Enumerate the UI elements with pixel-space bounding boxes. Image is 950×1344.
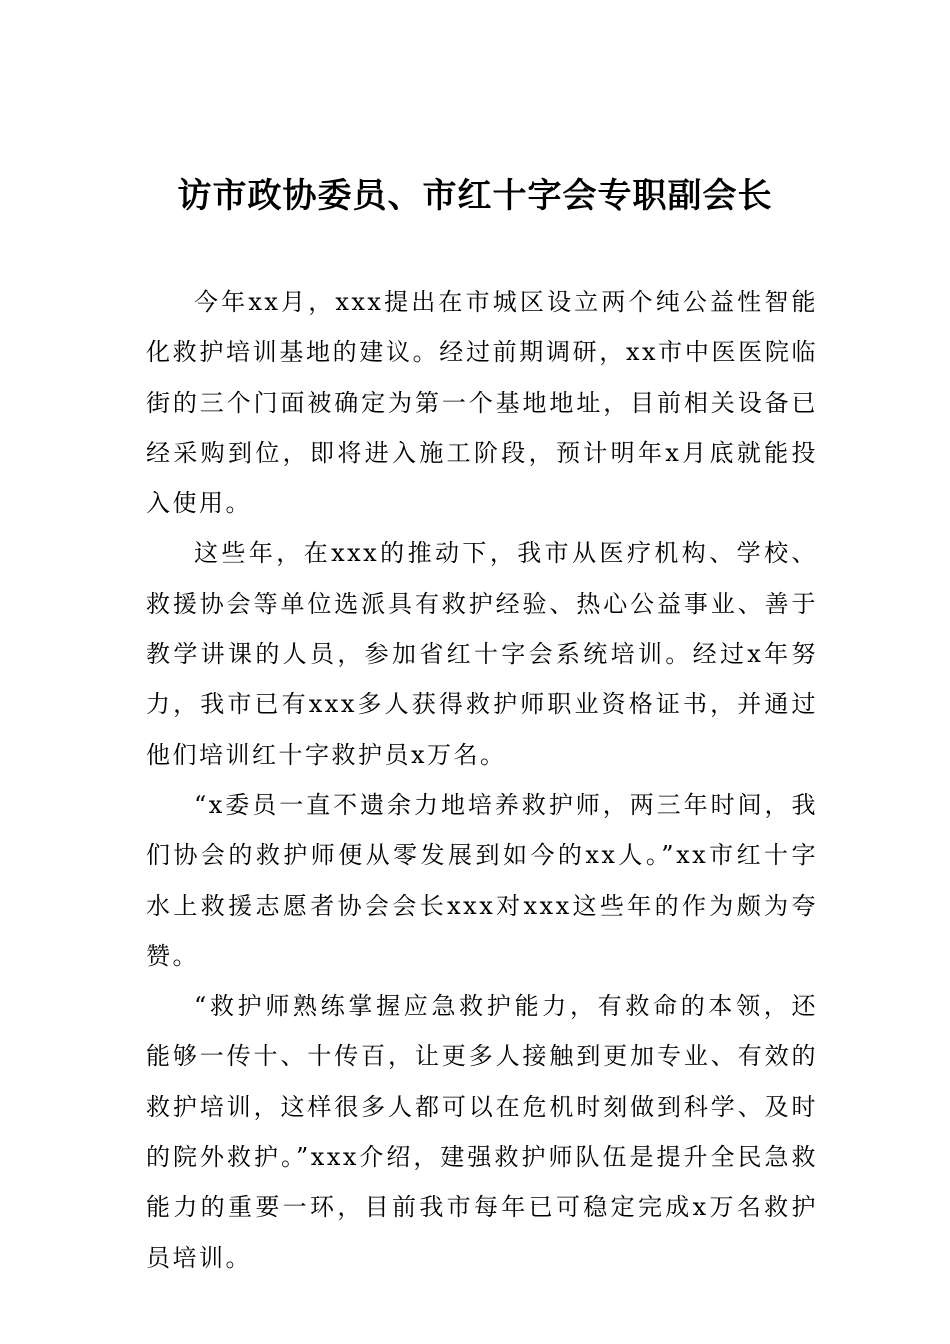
document-body xyxy=(146,277,818,1283)
paragraph-4: “救护师熟练掌握应急救护能力，有救命的本领，还能够一传十、十传百，让更多人接触到更加专业、有效的救护培训，这样很多人都可以在危机时刻做到科学、及时的院外救护。”xxx介绍，建强救护师队伍是提升全民急救能力的重要一环，目前我市每年已可稳定完成x万名救护员培训。 xyxy=(146,992,818,1272)
document-title: 访市政协委员、市红十字会专职副会长 xyxy=(177,176,773,216)
paragraph-1: 今年xx月，xxx提出在市城区设立两个纯公益性智能化救护培训基地的建议。经过前期调研，xx市中医医院临街的三个门面被确定为第一个基地地址，目前相关设备已经采购到位，即将进入施工阶段，预计明年x月底就能投入使用。 xyxy=(146,288,818,518)
paragraph-3: “x委员一直不遗余力地培养救护师，两三年时间，我们协会的救护师便从零发展到如今的xx人。”xx市红十字水上救援志愿者协会会长xxx对xxx这些年的作为颇为夸赞。 xyxy=(146,790,818,970)
paragraph-2: 这些年，在xxx的推动下，我市从医疗机构、学校、救援协会等单位选派具有救护经验、热心公益事业、善于教学讲课的人员，参加省红十字会系统培训。经过x年努力，我市已有xxx多人获得救护师职业资格证书，并通过他们培训红十字救护员x万名。 xyxy=(146,539,818,769)
